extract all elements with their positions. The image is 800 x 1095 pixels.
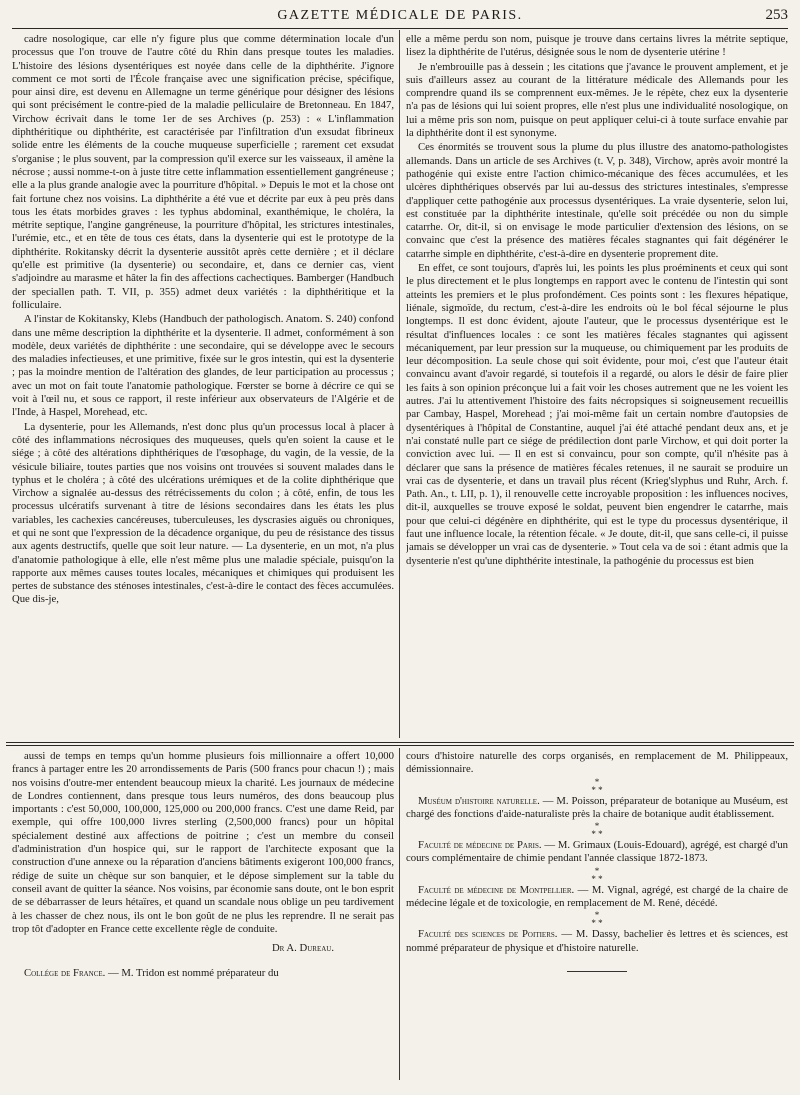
news-heading: Faculté de médecine de Montpellier. <box>418 883 575 896</box>
paragraph: La dysenterie, pour les Allemands, n'est donc plus qu'un processus local à placer à côté des inflammations nécrosiques des muqueuses, quels qu'en soient la cause et le siége ; à côté des altérations diphthériques de l'œsophage, du vagin, de la vessie, de la vésicule biliaire, toutes parties que nos voisins ont trouvées si souvent malades dans le typhus et le choléra ; à côté des ulcérations urémiques et de la colite diphthérique que Virchow a signalée au-dessus des rétrécissements du colon ; à côté, enfin, de tous les processus ulcératifs survenant à titre de lésions secondaires dans les états les plus variables, les cachexies cancéreuses, tuberculeuses, les dyscrasies aiguës ou chroniques, et qui ne sont que l'expression de la décadence organique, du peu de résistance des tissus aux agents destructifs, quelle que soit leur nature. — La dysenterie, en un mot, n'a plus d'anatomie pathologique à elle, elle n'est même plus une maladie spéciale, puisqu'on la rapporte aux mêmes causes toutes locales, mécaniques et chimiques qui produisent les pertes de substance des sténoses intestinales, c'est-à-dire le contact des fèces accumulées. Que dis-je, <box>12 420 394 606</box>
paragraph: Je n'embrouille pas à dessein ; les citations que j'avance le prouvent amplement, et je suis d'ailleurs assez au courant de la littérature médicale des Allemands pour les comprendre quand ils se comprennent eux-mêmes. Je le répète, chez eux la dysenterie n'a pas de lésions qui lui soient propres, elle n'est plus une individualité nosologique, on lui a même pris son nom, puisque on peut appliquer celui-ci à toute surface envahie par la diphthérite dont il est synonyme. <box>406 60 788 140</box>
news-text: — M. Vignal, agrégé, est chargé de la chaire de médecine légale et de toxicologie, en remplacement de M. René, décédé. <box>406 883 788 910</box>
column-divider <box>399 748 400 1080</box>
news-heading: Faculté de médecine de Paris. <box>418 839 542 852</box>
asterism-ornament: * * * <box>591 776 603 795</box>
paragraph: aussi de temps en temps qu'un homme plusieurs fois millionnaire a offert 10,000 francs à partager entre les 20 arrondissements de Paris (500 francs pour chacun !) ; mais nos voisins d'outre-mer entendent beaucoup mieux la charité. Les journaux de médecine de Londres contiennent, dans presque tous leurs numéros, des dons beaucoup plus importants : c'est 50,000, 100,000, 125,000 ou 200,000 francs. C'est une dame Reid, par exemple, qui offre 100,000 livres sterling (2,500,000 francs) pour un hôpital spécialement destiné aux affections de poitrine ; c'est un membre du conseil d'administration d'un hospice qui, sur le rapport de l'architecte exposant que la construction d'une annexe ou la réparation d'anciens bâtiments exigeront 100,000 francs, rédige de suite un chèque sur son banquier, et le dépose simplement sur la table du conseil avant de quitter la séance. Nos voisins, par économie sans doute, ont le bon esprit de se débarrasser de leurs hétaïres, et quand un scandale nous oblige un peu tardivement à les chasser de chez nous, ils ont le bon goût de ne plus les reprendre. Il ne serait pas trop tôt d'adopter en France cette excellente règle de conduite. <box>12 750 394 935</box>
news-column <box>406 750 788 1085</box>
paragraph: Ces énormités se trouvent sous la plume du plus illustre des anatomo-pathologistes allemands. Dans un article de ses Archives (t. V, p. 348), Virchow, après avoir montré la pathogénie qui existe entre l'action chimico-mécanique des fèces accumulées, et les ulcères diphthériques observés par lui au-dessus des strictures intestinales, s'empresse d'appliquer cette pathogénie aux processus dysentériques. La vraie dysenterie, selon lui, est constituée par la diphthérite intestinale, qu'elle soit précédée ou non du simple catarrhe. Or, dit-il, si on envisage le mode particulier d'extension des lésions, on se convainc que c'est la présence des matières fécales stagnantes qui fait dégénérer le catarrhe simple en diphthérite, c'est-à-dire en dysenterie proprement dite. <box>406 141 788 260</box>
news-heading: Faculté des sciences de Poitiers. <box>418 928 558 941</box>
asterism-ornament: * * * <box>591 821 603 840</box>
article-column-right <box>406 33 788 733</box>
news-heading: Muséum d'histoire naturelle. <box>418 794 540 807</box>
news-text: — M. Poisson, préparateur de botanique au Muséum, est chargé des fonctions d'aide-naturaliste près la chaire de botanique audit établissement. <box>406 794 788 820</box>
paragraph: cours d'histoire naturelle des corps organisés, en remplacement de M. Philippeaux, démissionnaire. <box>406 750 788 776</box>
article-column-left <box>12 33 394 733</box>
paragraph: elle a même perdu son nom, puisque je trouve dans certains livres la métrite septique, lisez la diphthérite de l'utérus, désignée sous le nom de dysenterie utérine ! <box>406 33 788 59</box>
page-number: 253 <box>765 7 788 23</box>
running-header <box>12 6 788 29</box>
end-rule <box>567 971 627 972</box>
journal-title: GAZETTE MÉDICALE DE PARIS. <box>277 8 523 23</box>
paragraph: A l'instar de Kokitansky, Klebs (Handbuch der pathologisch. Anatom. S. 240) confond dans une même description la diphthérite et la dysenterie. Il admet, conformément à son modèle, deux variétés de diphthérite : une secondaire, qui se développe avec le secours des maladies infectieuses, et une primitive, fixée sur le gros intestin, qui est la dysenterie ; pas la moindre mention de l'altération des glandes, de leur participation au processus ; avec un mot on fait toute l'anatomie pathologique. Fœrster se borne à décrire ce qui se voit à l'œil nu, et sous ce rapport, il reste inférieur aux observateurs de l'Algérie et de l'Inde, à Haspel, Morehead, etc. <box>12 313 394 419</box>
asterism-ornament: * * * <box>591 865 603 884</box>
news-heading: Collége de France. <box>24 967 106 980</box>
section-divider <box>6 742 794 746</box>
news-text: — M. Tridon est nommé préparateur du <box>108 967 279 980</box>
column-divider <box>399 30 400 738</box>
news-item <box>406 928 788 955</box>
news-item <box>12 967 394 980</box>
paragraph: cadre nosologique, car elle n'y figure plus que comme détermination locale d'un processus que l'on trouve de l'autre côté du Rhin dans presque toutes les maladies. L'histoire des lésions dysentériques est noyée dans celle de la diphthérite. J'ignore comment ce mot sorti de l'École française avec une signification précise, spécifique, pour ainsi dire, est devenu en Allemagne un terme générique pour désigner des lésions qui sont précisément le contre-pied de la maladie pelliculaire de Bretonneau. En 1847, Virchow écrivait dans le tome 1er de ses Archives (p. 253) : « L'inflammation diphthéritique ou diphthérite, est caractérisée par l'infiltration d'un exsudat fibrineux solide entre les éléments de la couche muqueuse superficielle ; rarement cet exsudat s'organise ; le plus souvent, par la compression qu'il exerce sur les vaisseaux, il amène la nécrose ; aussi nomme-t-on à juste titre cette inflammation essentiellement gangréneuse ; elle a la plus grande analogie avec la pourriture d'hôpital. » Depuis le mot et la chose ont fait fortune chez nos voisins. La diphthérite a été vue et décrite par eux à peu près dans tous les états morbides graves : les typhus abdominal, exanthémique, le choléra, la métrite septique, l'angine gangréneuse, la pourriture d'hôpital, les strictures intestinales, l'urémie, etc., et en tête de tous ces états, dans la dysenterie qui est le prototype de la diphthérite. Rokitansky décrit la dysenterie aussitôt après cette dernière ; et il déclare qu'elle est primitive (la dysenterie) ou secondaire, et, dans ce dernier cas, vient s'adjoindre au marasme et hâter la fin des affections cachectiques. Bamberger (Handbuch der speciallen path. T. VII, p. 355) admet deux variétés : la diphthéritique et la folliculaire. <box>12 33 394 311</box>
news-text: — M. Dassy, bachelier ès lettres et ès sciences, est nommé préparateur de physique et d'histoire naturelle. <box>406 928 788 954</box>
news-item <box>406 839 788 866</box>
author-signature: Dr A. Dureau. <box>271 942 334 955</box>
news-text: — M. Grimaux (Louis-Edouard), agrégé, est chargé d'un cours complémentaire de chimie pendant l'année classique 1872-1873. <box>406 839 788 865</box>
feuilleton-column <box>12 750 394 1085</box>
asterism-ornament: * * * <box>591 910 603 929</box>
news-item <box>406 795 788 822</box>
news-item <box>406 884 788 911</box>
paragraph: En effet, ce sont toujours, d'après lui, les points les plus proéminents et ceux qui sont le plus directement et le plus longtemps en rapport avec le contenu de l'intestin qui sont atteints les premiers et le plus profondément. Ces points sont : les flexures hépatique, liénale, sigmoïde, du rectum, c'est-à-dire les endroits où le bol fécal séjourne le plus longtemps. Il est donc évident, ajoute l'auteur, que le processus dysentérique est le résultat d'influences locales : ce sont les matières fécales stagnantes qui agissent mécaniquement, par leur pression sur la muqueuse, ou chimiquement par les produits de leur décomposition. La seule chose qui soit évidente, pour moi, c'est que l'auteur était convaincu avant d'avoir regardé, si toutefois il a regardé, ou alors le désir de faire plier les faits à son opinion préconçue lui a fait voir les choses autrement que ne les voient les autres. J'ai lu attentivement l'histoire des faits nécropsiques si soigneusement recueillis par Cambay, Haspel, Morehead ; j'ai moi-même fait un certain nombre d'autopsies de dysentériques à l'hôpital de Constantine, auquel j'ai été attaché pendant deux ans, et je n'ai constaté nulle part ce siége de prédilection dont parle Virchow, et qui doit porter la conviction avec lui. — Il en est si convaincu, pour son compte, qu'il n'hésite pas à déclarer que sans la présence de matières fécales retenues, il ne saurait se produire un vrai cas de dysenterie, et dans un travail plus récent (Krieg'slyphus und Ruhr, Arch. f. Path. An., t. LII, p. 1), il renouvelle cette incroyable proposition : les influences nocives, dit-il, auxquelles se trouve exposé le soldat, peuvent bien engendrer le catarrhe, mais pour que celui-ci dégénère en diphthérite, qui est le type du processus dysentérique, il faut une influence locale, la rétention fécale. « Je doute, dit-il, que sans celle-ci, il puisse jamais se développer un vrai cas de dysenterie. » Tout cela va de soi : étant admis que la dysenterie n'est qu'une diphthérite intestinale, la pathogénie du processus est bien <box>406 262 788 567</box>
